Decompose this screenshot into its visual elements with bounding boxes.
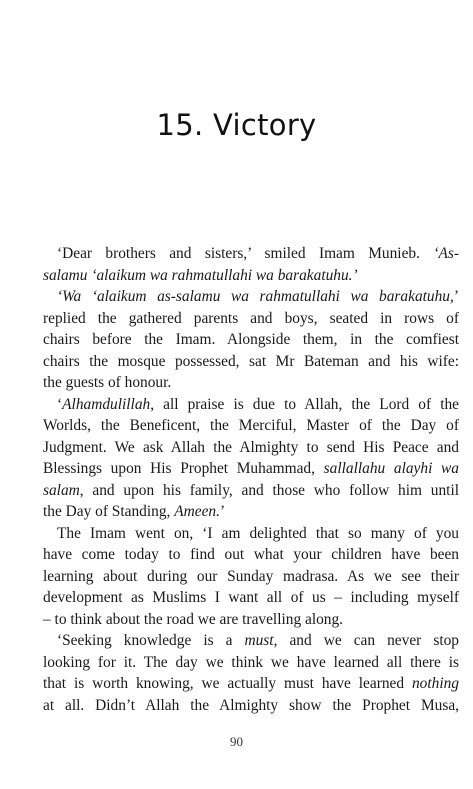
text-run: at all. Didn’t Allah the Almighty show the Prophet Musa, bbox=[43, 696, 459, 714]
paragraph bbox=[43, 630, 459, 716]
text-run: , and upon his family, and those who follow him until bbox=[79, 481, 459, 499]
text-line bbox=[43, 351, 459, 373]
text-run: ’ bbox=[453, 288, 459, 305]
text-line bbox=[43, 458, 459, 480]
text-line bbox=[43, 480, 459, 502]
text-line bbox=[43, 265, 459, 287]
italic-text: must bbox=[244, 632, 274, 649]
text-run: Judgment. We ask Allah the Almighty to send His Peace and bbox=[43, 438, 459, 456]
text-line bbox=[43, 673, 459, 695]
text-line bbox=[43, 243, 459, 265]
text-run: ‘Dear brothers and sisters,’ smiled Imam Munieb. bbox=[57, 245, 434, 262]
text-run: development as Muslims I want all of us – including myself bbox=[43, 589, 459, 606]
text-run: the guests of honour. bbox=[43, 374, 172, 391]
italic-text: ‘Wa ‘alaikum as-salamu wa rahmatullahi wa barakatuhu, bbox=[57, 288, 454, 305]
body-text bbox=[43, 243, 459, 716]
text-line bbox=[43, 652, 459, 674]
paragraph bbox=[43, 286, 459, 394]
text-line bbox=[43, 609, 459, 631]
text-run: chairs the mosque possessed, sat Mr Bateman and his wife: bbox=[43, 352, 459, 370]
text-run: learning about during our Sunday madrasa. As we see their bbox=[43, 567, 459, 585]
text-run: ‘Seeking knowledge is a bbox=[57, 632, 245, 649]
page-number: 90 bbox=[230, 734, 243, 749]
text-line bbox=[43, 587, 459, 609]
italic-text: Ameen. bbox=[174, 503, 220, 520]
text-line bbox=[43, 566, 459, 588]
italic-text: salam bbox=[43, 481, 80, 499]
paragraph bbox=[43, 394, 459, 523]
text-run: ‘ bbox=[57, 395, 63, 413]
text-line bbox=[43, 286, 459, 308]
text-run: that is worth knowing, we actually must have learned bbox=[43, 675, 412, 692]
italic-text: ‘As- bbox=[433, 245, 459, 262]
text-line bbox=[43, 523, 459, 545]
text-run: Worlds, the Beneficent, the Merciful, Master of the Day of bbox=[43, 417, 459, 434]
text-line bbox=[43, 544, 459, 566]
text-run: Blessings upon His Prophet Muhammad, bbox=[43, 460, 324, 477]
text-run: replied the gathered parents and boys, seated in rows of bbox=[43, 309, 459, 327]
text-line bbox=[43, 695, 459, 717]
paragraph bbox=[43, 523, 459, 631]
text-run: , all praise is due to Allah, the Lord of the bbox=[150, 395, 459, 413]
text-line bbox=[43, 437, 459, 459]
text-run: , and we can never stop bbox=[273, 632, 459, 649]
text-run: looking for it. The day we think we have learned all there is bbox=[43, 653, 459, 671]
text-line bbox=[43, 372, 459, 394]
text-line bbox=[43, 394, 459, 416]
paragraph bbox=[43, 243, 459, 286]
text-run: The Imam went on, ‘I am delighted that so many of you bbox=[57, 524, 459, 542]
text-line bbox=[43, 501, 459, 523]
text-line bbox=[43, 308, 459, 330]
text-line bbox=[43, 630, 459, 652]
text-run: chairs before the Imam. Alongside them, in the comfiest bbox=[43, 331, 459, 348]
chapter-title: 15. Victory bbox=[156, 108, 317, 142]
italic-text: salamu ‘alaikum wa rahmatullahi wa barakatuhu.’ bbox=[43, 266, 358, 284]
italic-text: Alhamdulillah bbox=[62, 395, 151, 413]
text-line bbox=[43, 415, 459, 437]
italic-text: nothing bbox=[411, 675, 459, 692]
italic-text: sallallahu alayhi wa bbox=[323, 460, 459, 477]
text-run: ’ bbox=[219, 503, 226, 520]
text-line bbox=[43, 329, 459, 351]
text-run: have come today to find out what your children have been bbox=[43, 546, 459, 563]
text-run: the Day of Standing, bbox=[43, 503, 175, 520]
text-run: – to think about the road we are travelling along. bbox=[43, 610, 344, 628]
